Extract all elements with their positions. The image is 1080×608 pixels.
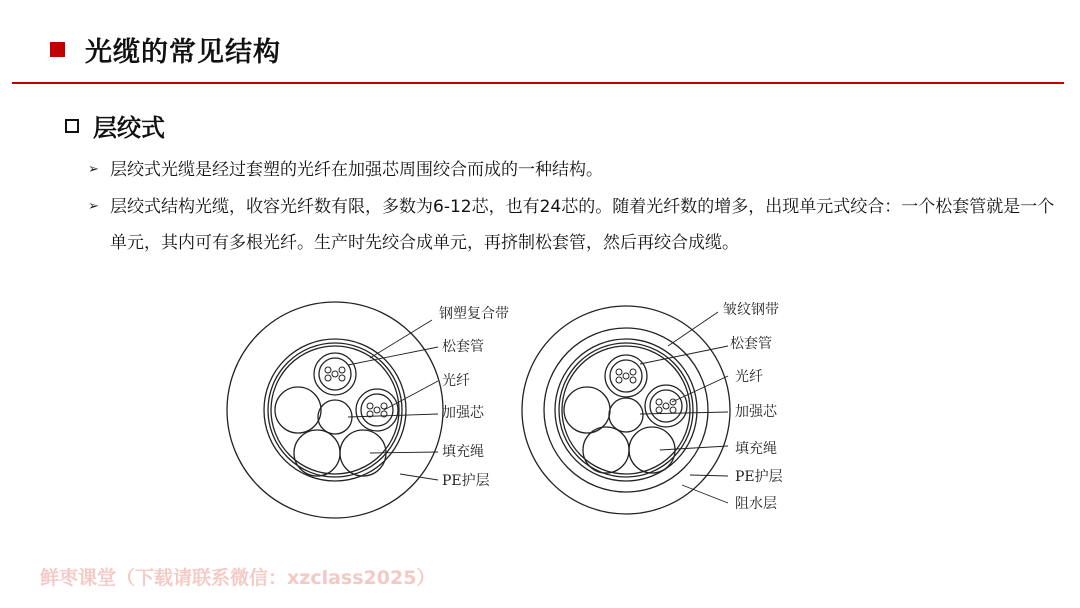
arrow-bullet-icon: ➢ [88, 199, 99, 214]
title-bar [0, 0, 1080, 84]
label-water-blocking-layer: 阻水层 [735, 496, 777, 512]
page-title: 光缆的常见结构 [85, 37, 281, 68]
right-cable-cross-section [522, 306, 730, 514]
hollow-square-bullet-icon [65, 119, 79, 133]
label-strength-member: 加强芯 [735, 404, 777, 420]
label-pe-sheath: PE护层 [735, 469, 783, 485]
label-pe-sheath: PE护层 [442, 473, 490, 489]
title-marker [50, 42, 65, 57]
label-filler-rope: 填充绳 [735, 441, 777, 457]
bullet-item [88, 152, 1060, 188]
bullet-text: 层绞式结构光缆，收容光纤数有限，多数为6-12芯，也有24芯的。随着光纤数的增多，出现单元式绞合：一个松套管就是一个单元，其内可有多根光纤。生产时先绞合成单元，再挤制松套管，然后再绞合成缆。 [110, 197, 1055, 253]
section-heading-text: 层绞式 [93, 114, 165, 142]
arrow-bullet-icon: ➢ [88, 162, 99, 177]
bullet-text: 层绞式光缆是经过套塑的光纤在加强芯周围绞合而成的一种结构。 [110, 160, 603, 180]
watermark: 鲜枣课堂（下载请联系微信：xzclass2025） [40, 567, 436, 589]
section-heading [65, 108, 165, 143]
left-cable-cross-section [227, 302, 443, 518]
bullet-item [88, 189, 1060, 261]
label-fiber: 光纤 [735, 369, 763, 385]
label-filler-rope: 填充绳 [442, 444, 484, 460]
title-divider [12, 82, 1064, 84]
label-corrugated-steel-tape: 皱纹钢带 [723, 302, 779, 318]
label-loose-tube: 松套管 [730, 336, 772, 352]
label-strength-member: 加强芯 [442, 405, 484, 421]
label-fiber: 光纤 [442, 373, 470, 389]
cable-structure-diagram [220, 290, 820, 530]
label-steel-plastic-tape: 钢塑复合带 [439, 306, 509, 322]
label-loose-tube: 松套管 [442, 339, 484, 355]
